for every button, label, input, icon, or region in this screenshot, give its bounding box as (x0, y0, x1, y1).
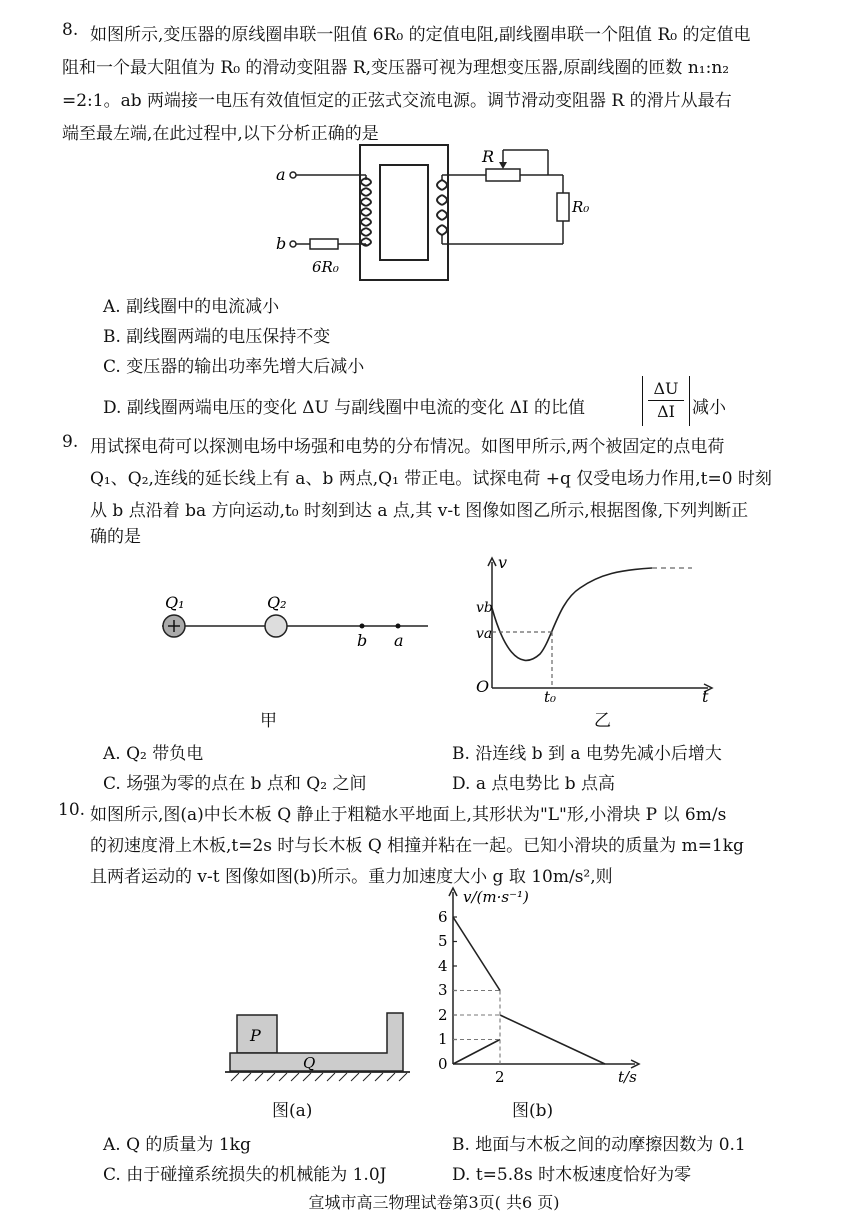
q10-text-line-3: 且两者运动的 v-t 图像如图(b)所示。重力加速度大小 g 取 10m/s²,则 (90, 867, 613, 887)
q9-label-origin: O (476, 677, 490, 696)
q9-figure-jia-charges (150, 580, 440, 660)
q8-fraction-denominator: ΔI (657, 402, 675, 421)
q9-number: 9. (62, 432, 79, 452)
q9-label-Q1: Q₁ (165, 593, 185, 612)
q10-ytick-5: 5 (438, 932, 448, 950)
q8-label-b: b (276, 234, 287, 253)
q9-text-line-4: 确的是 (90, 527, 141, 547)
q10-ytick-4: 4 (438, 957, 448, 975)
q8-text-line-3: =2:1。ab 两端接一电压有效值恒定的正弦式交流电源。调节滑动变阻器 R 的滑片从最右 (62, 91, 732, 111)
q10-option-c: C. 由于碰撞系统损失的机械能为 1.0J (103, 1165, 387, 1185)
page-footer: 宣城市高三物理试卷第3页( 共6 页) (308, 1193, 560, 1212)
q8-text-line-1: 如图所示,变压器的原线圈串联一阻值 6R₀ 的定值电阻,副线圈串联一个阻值 R₀ 的定值电 (90, 25, 751, 45)
q9-caption-yi: 乙 (594, 711, 611, 731)
q10-label-Q: Q (303, 1054, 316, 1072)
q8-text-line-4: 端至最左端,在此过程中,以下分析正确的是 (62, 124, 379, 144)
q8-text-line-2: 阻和一个最大阻值为 R₀ 的滑动变阻器 R,变压器可视为理想变压器,原副线圈的匝数 n₁:n₂ (62, 58, 730, 78)
q9-text-line-1: 用试探电荷可以探测电场中场强和电势的分布情况。如图甲所示,两个被固定的点电荷 (90, 437, 725, 457)
q8-transformer-circuit-diagram (268, 140, 598, 290)
q10-figure-a-board-block (225, 1005, 410, 1085)
q9-label-v: v (498, 554, 508, 572)
q8-option-d-fraction (642, 376, 690, 426)
q9-label-b: b (357, 631, 368, 650)
q10-ytick-1: 1 (438, 1030, 448, 1048)
q9-option-b: B. 沿连线 b 到 a 电势先减小后增大 (452, 744, 722, 764)
q10-option-d: D. t=5.8s 时木板速度恰好为零 (452, 1165, 692, 1185)
q8-option-a: A. 副线圈中的电流减小 (103, 297, 280, 317)
q10-label-P: P (250, 1026, 261, 1045)
q8-label-R: R (482, 147, 495, 166)
q8-option-b: B. 副线圈两端的电压保持不变 (103, 327, 331, 347)
q9-figure-yi-vt-graph (470, 554, 720, 704)
q10-xlabel: t/s (618, 1068, 637, 1086)
q9-option-c: C. 场强为零的点在 b 点和 Q₂ 之间 (103, 774, 367, 794)
q10-text-line-2: 的初速度滑上木板,t=2s 时与长木板 Q 相撞并粘在一起。已知小滑块的质量为 m=1kg (90, 836, 744, 856)
q8-number: 8. (62, 20, 79, 40)
q10-ytick-3: 3 (438, 981, 448, 999)
q10-ylabel: v/(m·s⁻¹) (463, 888, 529, 906)
q10-xtick-2: 2 (495, 1068, 505, 1086)
q10-ytick-6: 6 (438, 908, 448, 926)
q10-caption-b: 图(b) (512, 1101, 554, 1121)
q8-option-d-tail: 减小 (692, 398, 726, 418)
q8-option-d: D. 副线圈两端电压的变化 ΔU 与副线圈中电流的变化 ΔI 的比值 (103, 398, 586, 418)
q10-text-line-1: 如图所示,图(a)中长木板 Q 静止于粗糙水平地面上,其形状为"L"形,小滑块 P 以 6m/s (90, 805, 727, 825)
q10-option-a: A. Q 的质量为 1kg (103, 1135, 251, 1155)
q9-text-line-3: 从 b 点沿着 ba 方向运动,t₀ 时刻到达 a 点,其 v-t 图像如图乙所示,根据图像,下列判断正 (90, 501, 749, 521)
q9-label-Q2: Q₂ (267, 593, 287, 612)
q9-caption-jia: 甲 (260, 711, 277, 731)
q9-label-va: va (476, 626, 493, 642)
q10-ytick-0: 0 (438, 1055, 448, 1073)
q9-option-d: D. a 点电势比 b 点高 (452, 774, 616, 794)
q9-text-line-2: Q₁、Q₂,连线的延长线上有 a、b 两点,Q₁ 带正电。试探电荷 +q 仅受电场力作用,t=0 时刻 (90, 469, 772, 489)
q8-fraction-numerator: ΔU (648, 378, 684, 401)
q9-option-a: A. Q₂ 带负电 (103, 744, 204, 764)
q8-label-R0: R₀ (572, 198, 590, 216)
q8-option-c: C. 变压器的输出功率先增大后减小 (103, 357, 365, 377)
q10-ytick-2: 2 (438, 1006, 448, 1024)
q9-label-vb: vb (476, 600, 493, 616)
q10-figure-b-vt-graph (430, 884, 645, 1094)
q9-label-t: t (702, 687, 709, 704)
q9-label-a: a (394, 631, 404, 650)
q10-number: 10. (58, 800, 86, 820)
q8-label-a: a (276, 165, 286, 184)
q8-label-6R0: 6R₀ (312, 258, 339, 276)
q9-label-t0: t₀ (544, 688, 557, 704)
q10-caption-a: 图(a) (272, 1101, 313, 1121)
q10-option-b: B. 地面与木板之间的动摩擦因数为 0.1 (452, 1135, 746, 1155)
